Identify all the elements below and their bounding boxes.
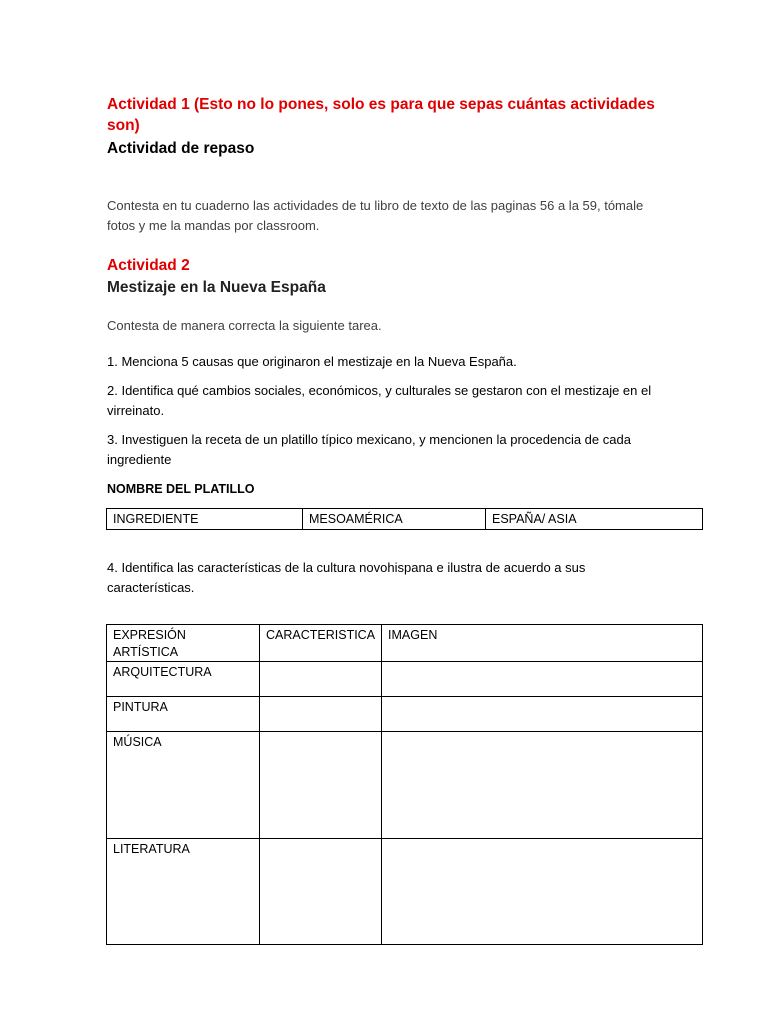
table-header-cell: MESOAMÉRICA <box>303 509 486 530</box>
table-cell <box>260 662 382 697</box>
activity-2-subtitle: Mestizaje en la Nueva España <box>107 279 326 296</box>
activity-1-subtitle: Actividad de repaso <box>107 140 255 157</box>
activity-1-title: Actividad 1 (Esto no lo pones, solo es para que sepas cuántas actividades son) <box>107 96 655 134</box>
question-2: 2. Identifica qué cambios sociales, económicos, y culturales se gestaron con el mestizaje en el virreinato. <box>107 383 652 418</box>
question-1: 1. Menciona 5 causas que originaron el mestizaje en la Nueva España. <box>107 354 517 369</box>
dish-name-label: NOMBRE DEL PLATILLO <box>107 482 255 496</box>
table-row-label: ARQUITECTURA <box>107 662 260 697</box>
table-header-cell: IMAGEN <box>382 625 703 662</box>
activity-2-title: Actividad 2 <box>107 257 190 274</box>
table-header-cell: CARACTERISTICA <box>260 625 382 662</box>
table-row-label: LITERATURA <box>107 839 260 945</box>
table-cell <box>382 662 703 697</box>
table-cell <box>260 839 382 945</box>
table-header-cell: EXPRESIÓN ARTÍSTICA <box>107 625 260 662</box>
table-row <box>107 662 703 697</box>
ingredient-table <box>106 508 703 530</box>
question-4: 4. Identifica las características de la cultura novohispana e ilustra de acuerdo a sus características. <box>107 560 586 595</box>
question-3: 3. Investiguen la receta de un platillo típico mexicano, y mencionen la procedencia de cada ingrediente <box>107 432 631 467</box>
table-cell <box>382 732 703 839</box>
activity-2-instructions: Contesta de manera correcta la siguiente tarea. <box>107 318 382 333</box>
table-row-label: MÚSICA <box>107 732 260 839</box>
table-cell <box>382 839 703 945</box>
table-row-label: PINTURA <box>107 697 260 732</box>
table-row <box>107 839 703 945</box>
activity-1-instructions: Contesta en tu cuaderno las actividades de tu libro de texto de las paginas 56 a la 59, tómale fotos y me la mandas por classroom. <box>107 198 644 233</box>
table-row <box>107 625 703 662</box>
table-row <box>107 697 703 732</box>
table-header-cell: ESPAÑA/ ASIA <box>486 509 703 530</box>
table-cell <box>260 732 382 839</box>
table-cell <box>382 697 703 732</box>
table-row <box>107 509 703 530</box>
table-header-cell: INGREDIENTE <box>107 509 303 530</box>
artistic-expression-table <box>106 624 703 945</box>
table-cell <box>260 697 382 732</box>
table-row <box>107 732 703 839</box>
